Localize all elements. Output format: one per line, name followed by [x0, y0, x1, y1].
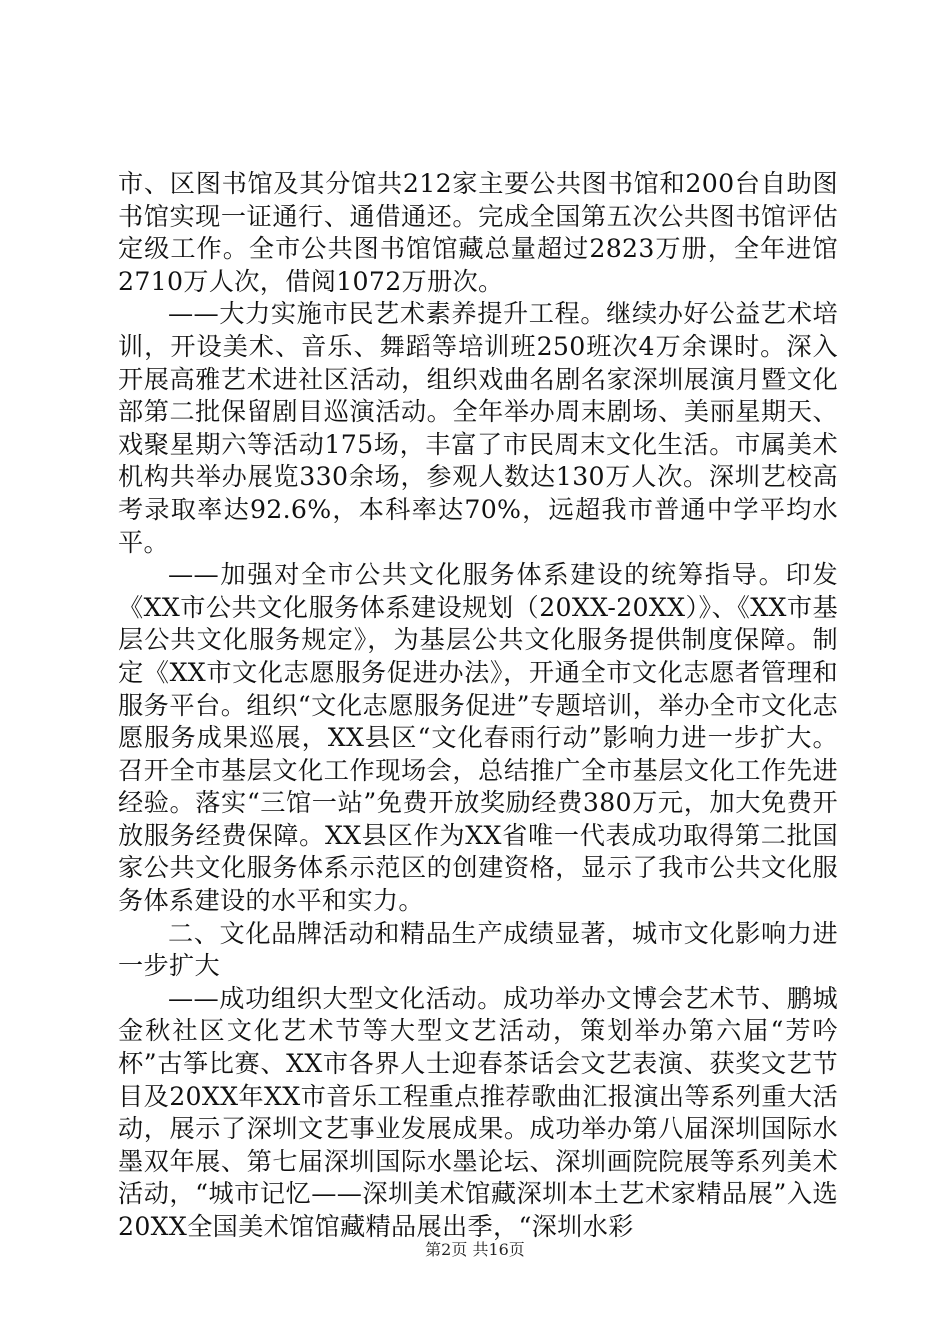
- paragraph-major-events: ——成功组织大型文化活动。成功举办文博会艺术节、鹏城金秋社区文化艺术节等大型文艺活动，策划举办第六届“芳吟杯”古筝比赛、XX市各界人士迎春茶话会文艺表演、获奖文艺节目及20XX年XX市音乐工程重点推荐歌曲汇报演出等系列重大活动，展示了深圳文艺事业发展成果。成功举办第八届深圳国际水墨双年展、第七届深圳国际水墨论坛、深圳画院院展等系列美术活动，“城市记忆——深圳美术馆藏深圳本土艺术家精品展”入选20XX全国美术馆馆藏精品展出季，“深圳水彩: [118, 983, 838, 1241]
- paragraph-art-literacy: ——大力实施市民艺术素养提升工程。继续办好公益艺术培训，开设美术、音乐、舞蹈等培训班250班次4万余课时。深入开展高雅艺术进社区活动，组织戏曲名剧名家深圳展演月暨文化部第二批保留剧目巡演活动。全年举办周末剧场、美丽星期天、戏聚星期六等活动175场，丰富了市民周末文化生活。市属美术机构共举办展览330余场，参观人数达130万人次。深圳艺校高考录取率达92.6%，本科率达70%，远超我市普通中学平均水平。: [118, 299, 838, 557]
- document-body: [118, 168, 838, 1244]
- paragraph-library-stats: 市、区图书馆及其分馆共212家主要公共图书馆和200台自助图书馆实现一证通行、通借通还。完成全国第五次公共图书馆评估定级工作。全市公共图书馆馆藏总量超过2823万册，全年进馆2710万人次，借阅1072万册次。: [118, 169, 838, 296]
- paragraph-public-culture-system: ——加强对全市公共文化服务体系建设的统筹指导。印发《XX市公共文化服务体系建设规划（20XX-20XX）》、《XX市基层公共文化服务规定》，为基层公共文化服务提供制度保障。制定《XX市文化志愿服务促进办法》，开通全市文化志愿者管理和服务平台。组织“文化志愿服务促进”专题培训，举办全市文化志愿服务成果巡展，XX县区“文化春雨行动”影响力进一步扩大。召开全市基层文化工作现场会，总结推广全市基层文化工作先进经验。落实“三馆一站”免费开放奖励经费380万元，加大免费开放服务经费保障。XX县区作为XX省唯一代表成功取得第二批国家公共文化服务体系示范区的创建资格，显示了我市公共文化服务体系建设的水平和实力。: [118, 560, 838, 916]
- page-number-footer: 第2页 共16页: [425, 1240, 525, 1259]
- section-heading-cultural-brands: 二、文化品牌活动和精品生产成绩显著，城市文化影响力进一步扩大: [118, 918, 838, 981]
